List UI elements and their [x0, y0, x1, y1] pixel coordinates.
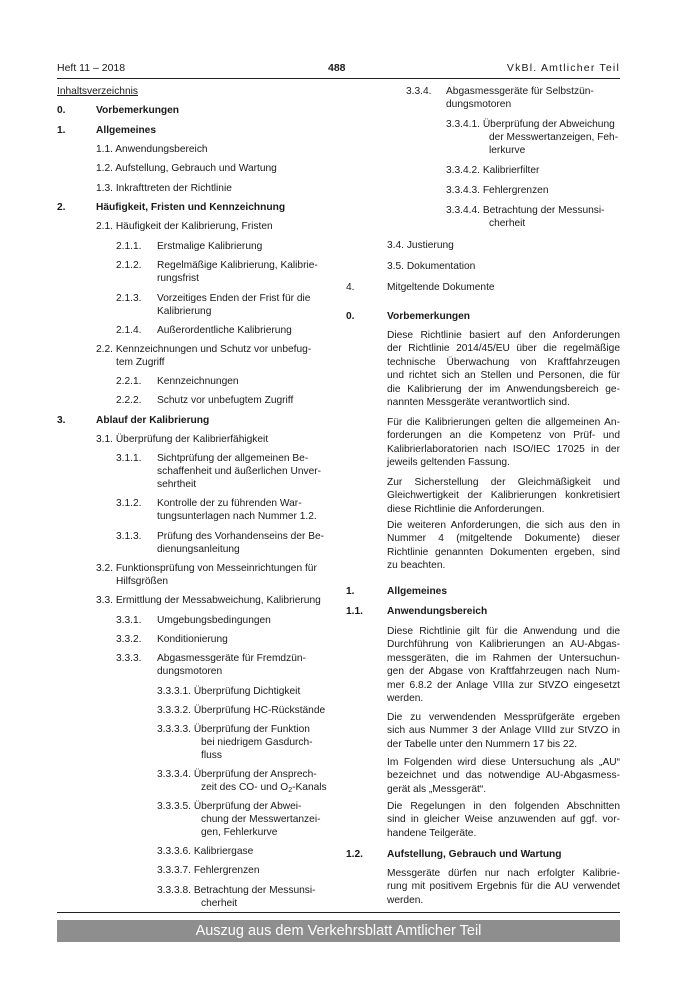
- text-line: gen der Abgase von Kraftfahrzeugen nach Num-: [387, 666, 620, 678]
- paragraph: [387, 519, 620, 573]
- toc-entry: Mitgeltende Dokumente: [387, 282, 495, 293]
- toc-entry: 3.2. Funktionsprüfung von Messeinrichtungen für: [96, 563, 317, 574]
- footer-rule: [57, 912, 620, 913]
- toc-num: 3.1.2.: [116, 498, 142, 509]
- paragraph: [387, 756, 620, 796]
- toc-entry: Prüfung des Vorhandenseins der Be-: [157, 531, 325, 542]
- toc-entry: 3.1. Überprüfung der Kalibrierfähigkeit: [96, 434, 269, 445]
- toc-entry: chung der Messwertanzei-: [201, 814, 321, 825]
- toc-title: Inhaltsverzeichnis: [57, 86, 138, 97]
- section-title: Allgemeines: [387, 586, 448, 597]
- toc-entry: 3.3.3.4. Überprüfung der Ansprech-: [157, 769, 317, 780]
- toc-entry: dungsmotoren: [157, 666, 223, 677]
- text-line: rung mit positivem Ergebnis für die AU verwendet: [387, 881, 620, 893]
- toc-entry: Außerordentliche Kalibrierung: [157, 325, 292, 336]
- section-title: Anwendungsbereich: [387, 606, 488, 617]
- toc-entry: fluss: [201, 750, 222, 761]
- toc-entry: 3.3.3.1. Überprüfung Dichtigkeit: [157, 686, 301, 697]
- toc-num: 2.1.3.: [116, 293, 142, 304]
- toc-entry: Abgasmessgeräte für Selbstzün-: [446, 86, 594, 97]
- toc-num: 3.: [57, 415, 66, 426]
- section-number: 1.1.: [346, 606, 363, 617]
- text-line: Die Regelungen in den folgenden Abschnitten: [387, 801, 620, 812]
- toc-entry: Abgasmessgeräte für Fremdzün-: [157, 653, 306, 664]
- toc-num: 2.: [57, 202, 66, 213]
- toc-num: 2.2.1.: [116, 376, 142, 387]
- toc-num: 3.3.2.: [116, 634, 142, 645]
- toc-entry: 3.4. Justierung: [387, 240, 454, 251]
- paragraph: [387, 800, 620, 840]
- section-number: 0.: [346, 311, 355, 322]
- toc-entry: Konditionierung: [157, 634, 228, 645]
- toc-entry: 3.3.3.5. Überprüfung der Abwei-: [157, 801, 302, 812]
- paragraph: [387, 416, 620, 470]
- toc-entry: bei niedrigem Gasdurch-: [201, 737, 313, 748]
- toc-entry: 1.3. Inkrafttreten der Richtlinie: [96, 183, 232, 194]
- text-line: Die weiteren Anforderungen, die sich aus den in: [387, 520, 620, 531]
- text-line: sich aus Nummer 3 der Anlage VIIId zur StVZO in: [387, 725, 620, 737]
- text-line: Kalibrierlaboratorien nach ISO/IEC 17025 in der: [387, 443, 620, 455]
- toc-entry: 2.1. Häufigkeit der Kalibrierung, Fristen: [96, 221, 273, 232]
- text-line: Nummer 4 (mitgeltende Dokumente) dieser: [387, 533, 620, 545]
- toc-entry: sehrtheit: [157, 479, 197, 490]
- toc-entry: 3.3.3.6. Kalibriergase: [157, 846, 254, 857]
- text-line: nannten Messgeräte verantwortlich sind.: [387, 397, 570, 409]
- header-journal: VkBl. Amtlicher Teil: [506, 62, 620, 74]
- toc-entry: Umgebungsbedingungen: [157, 615, 271, 626]
- toc-entry: Häufigkeit, Fristen und Kennzeichnung: [96, 202, 286, 213]
- toc-num: 4.: [346, 282, 355, 293]
- toc-entry: Ablauf der Kalibrierung: [96, 415, 210, 426]
- toc-entry-line: [201, 781, 327, 794]
- text-line: die Kalibrierung der im Anwendungsbereich ge-: [387, 383, 620, 395]
- toc-entry: Allgemeines: [96, 125, 157, 136]
- toc-entry: rungsfrist: [157, 273, 199, 284]
- toc-entry: Hilfsgrößen: [116, 576, 169, 587]
- toc-num: 3.1.1.: [116, 453, 142, 464]
- toc-num: 2.1.1.: [116, 241, 142, 252]
- text-line: technische Überwachung von Kraftfahrzeugen: [387, 356, 620, 368]
- text-line: diese Richtlinie die Anforderungen.: [387, 503, 545, 515]
- text-line: gerät als „Messgerät“.: [387, 783, 487, 795]
- toc-entry-part: -Kanals: [292, 782, 327, 793]
- text-line: jeweils geltenden Fassung.: [387, 457, 510, 469]
- text-line: Richtlinie genannten Dokumenten ergeben, sind: [387, 546, 620, 558]
- toc-entry: 3.3.3.7. Fehlergrenzen: [157, 865, 260, 876]
- toc-entry: 3.3.4.4. Betrachtung der Messunsi-: [446, 205, 605, 216]
- text-line: der Richtlinie 2014/45/EU über die regelmäßige: [387, 343, 620, 355]
- toc-entry: der Messwertanzeigen, Feh-: [489, 132, 619, 143]
- toc-num: 3.3.4.: [406, 86, 432, 97]
- text-line: Durchführung von Kalibrierungen an AU-Abgas-: [387, 639, 620, 651]
- toc-entry: Vorbemerkungen: [96, 105, 180, 116]
- section-title: Aufstellung, Gebrauch und Wartung: [387, 849, 562, 860]
- header-issue: Heft 11 – 2018: [57, 62, 126, 74]
- toc-entry: schaffenheit und äußerlichen Unver-: [157, 466, 322, 477]
- toc-entry: Schutz vor unbefugtem Zugriff: [157, 395, 294, 406]
- text-line: und richtet sich an Stellen und Personen, die für: [387, 370, 620, 382]
- toc-entry: 3.3.4.3. Fehlergrenzen: [446, 185, 549, 196]
- toc-entry: Kennzeichnungen: [157, 376, 239, 387]
- toc-entry: 3.3. Ermittlung der Messabweichung, Kalibrierung: [96, 595, 321, 606]
- toc-entry: dungsmotoren: [446, 99, 512, 110]
- paragraph: [387, 625, 620, 705]
- toc-entry: cherheit: [201, 898, 238, 909]
- toc-entry-subscript: 2: [288, 787, 293, 794]
- toc-num: 0.: [57, 105, 66, 116]
- text-line: handene Teilgeräte.: [387, 827, 477, 839]
- text-line: Diese Richtlinie basiert auf den Anforderungen: [387, 330, 620, 341]
- toc-entry: tem Zugriff: [116, 357, 165, 368]
- toc-entry: 3.3.4.2. Kalibrierfilter: [446, 165, 540, 176]
- toc-num: 2.1.2.: [116, 260, 142, 271]
- toc-entry: 3.3.3.8. Betrachtung der Messunsi-: [157, 885, 316, 896]
- paragraph: [387, 329, 620, 409]
- text-line: werden.: [387, 894, 424, 906]
- toc-entry: Sichtprüfung der allgemeinen Be-: [157, 453, 309, 464]
- paragraph: [387, 476, 620, 516]
- toc-entry: Vorzeitiges Enden der Frist für die: [157, 293, 311, 304]
- header-rule: [57, 78, 620, 79]
- toc-entry: Kalibrierung: [157, 306, 212, 317]
- text-line: Messgeräte dürfen nur nach erfolgter Kalibrie-: [387, 868, 620, 879]
- text-line: Gleichwertigkeit der Kalibrierungen konkretisiert: [387, 490, 620, 502]
- text-line: mer 6.8.2 der Anlage VIIIa zur StVZO eingesetzt: [387, 679, 620, 691]
- text-line: Diese Richtlinie gilt für die Anwendung und die: [387, 626, 620, 637]
- toc-entry: 3.5. Dokumentation: [387, 261, 476, 272]
- toc-num: 3.3.1.: [116, 615, 142, 626]
- toc-entry: Kontrolle der zu führenden War-: [157, 498, 302, 509]
- toc-entry: lerkurve: [489, 145, 526, 156]
- toc-entry-part: zeit des CO- und O: [201, 782, 289, 793]
- toc-num: 2.1.4.: [116, 325, 142, 336]
- toc-entry: dienungsanleitung: [157, 544, 240, 555]
- section-number: 1.: [346, 586, 355, 597]
- toc-entry: 3.3.3.3. Überprüfung der Funktion: [157, 724, 310, 735]
- text-line: forderungen an die Kompetenz von Prüf- und: [387, 430, 620, 442]
- toc-num: 2.2.2.: [116, 395, 142, 406]
- toc-num: 3.1.3.: [116, 531, 142, 542]
- paragraph: [387, 711, 620, 751]
- section-title: Vorbemerkungen: [387, 311, 471, 322]
- toc-entry: 3.3.3.2. Überprüfung HC-Rückstände: [157, 705, 326, 716]
- text-line: werden.: [387, 693, 424, 705]
- toc-num: 1.: [57, 125, 66, 136]
- text-line: sind in gleicher Weise anzuwenden auf ggf. vor-: [387, 814, 620, 826]
- toc-entry: Erstmalige Kalibrierung: [157, 241, 263, 252]
- header-page-number: 488: [328, 62, 346, 74]
- toc-entry: cherheit: [489, 218, 526, 229]
- paragraph: [387, 867, 620, 907]
- text-line: Für die Kalibrierungen gelten die allgemeinen An-: [387, 417, 620, 428]
- text-line: Zur Sicherstellung der Gleichmäßigkeit und: [387, 477, 620, 488]
- toc-entry: 3.3.4.1. Überprüfung der Abweichung: [446, 119, 615, 130]
- text-line: zu beachten.: [387, 560, 446, 572]
- section-number: 1.2.: [346, 849, 363, 860]
- footer-banner: Auszug aus dem Verkehrsblatt Amtlicher Teil: [57, 920, 620, 942]
- toc-entry: 2.2. Kennzeichnungen und Schutz vor unbefug-: [96, 344, 312, 355]
- text-line: Die zu verwendenden Messprüfgeräte ergeben: [387, 712, 620, 723]
- text-line: bezeichnet und das notwendige AU-Abgasmess-: [387, 770, 620, 782]
- toc-num: 3.3.3.: [116, 653, 142, 664]
- text-line: der Tabelle unter den Nummern 17 bis 22.: [387, 738, 578, 750]
- text-line: Im Folgenden wird diese Untersuchung als „AU“: [387, 757, 620, 768]
- toc-entry: 1.2. Aufstellung, Gebrauch und Wartung: [96, 163, 277, 174]
- toc-entry: gen, Fehlerkurve: [201, 827, 278, 838]
- toc-entry: Regelmäßige Kalibrierung, Kalibrie-: [157, 260, 318, 271]
- text-line: messgeräten, die im Rahmen der Untersuchun-: [387, 652, 620, 664]
- toc-entry: tungsunterlagen nach Nummer 1.2.: [157, 511, 317, 522]
- toc-entry: 1.1. Anwendungsbereich: [96, 144, 208, 155]
